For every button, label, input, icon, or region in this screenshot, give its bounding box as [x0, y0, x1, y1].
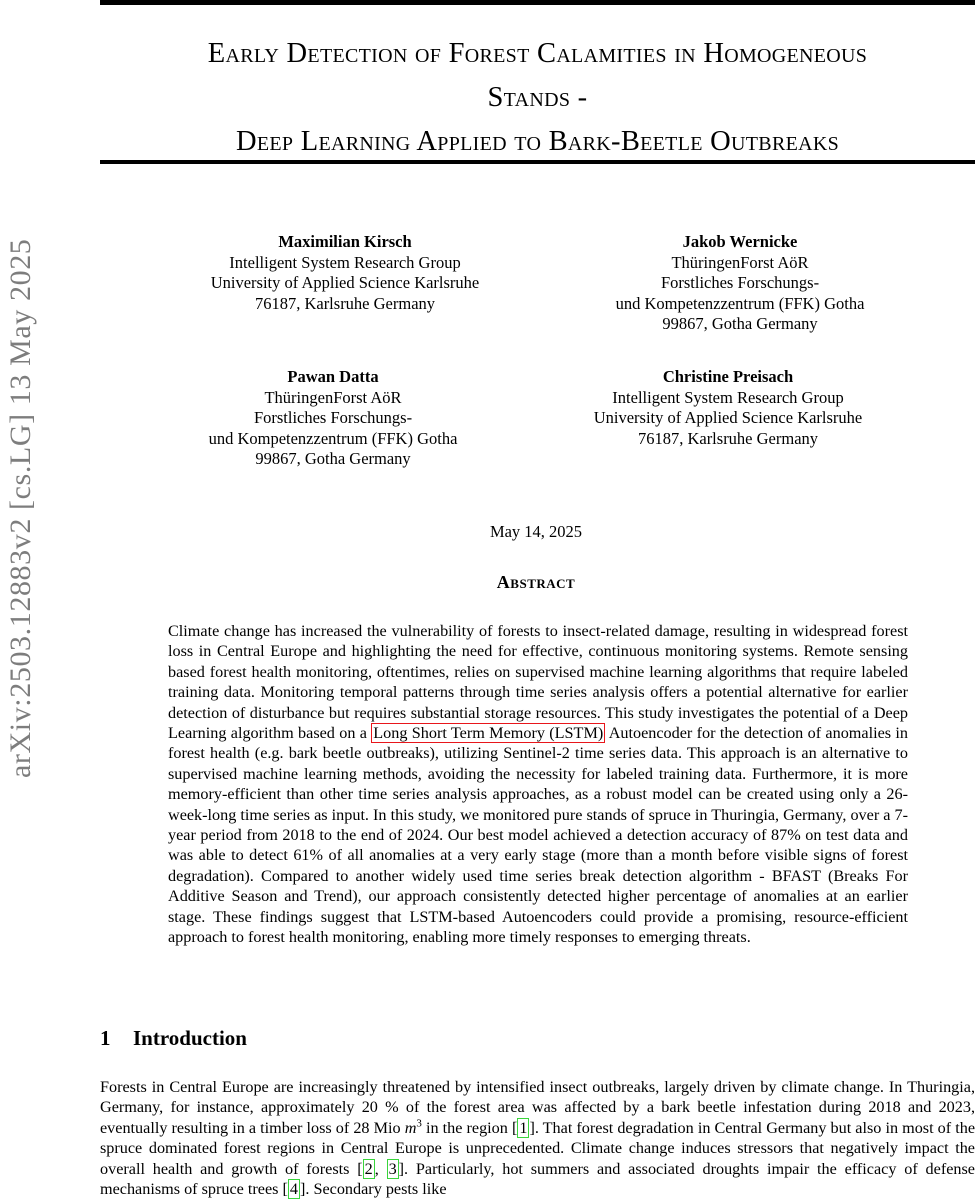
- intro-text: ]. Particularly, hot summers and associated droughts impair the efficacy of defense mechanisms of spruce trees [: [100, 1159, 975, 1199]
- intro-text: ]. That forest degradation in Central Germany but also in most of the spruce dominated forest regions in Central Europe is unprecedented. Climate change induces stressors that negatively impact the overall health and growth of forests [: [100, 1118, 975, 1178]
- author-block-3: [143, 367, 523, 470]
- abstract-text: Climate change has increased the vulnerability of forests to insect-related damage, resulting in widespread forest loss in Central Europe and highlighting the need for effective, continuous monitoring systems. Remote sensing based forest health monitoring, oftentimes, relies on supervised machine learning algorithms that require labeled training data. Monitoring temporal patterns through time series analysis offers a potential alternative for earlier detection of disturbance but requires substantial storage resources. This study investigates the potential of a Deep Learning algorithm based on a: [168, 622, 908, 743]
- citation-link[interactable]: 3: [388, 1159, 397, 1178]
- section-number: 1: [100, 1026, 111, 1050]
- author-name: Christine Preisach: [662, 367, 794, 386]
- author-affiliation-line: Forstliches Forschungs-: [253, 408, 413, 427]
- author-affiliation-line: 76187, Karlsruhe Germany: [637, 428, 819, 448]
- top-rule: [100, 0, 975, 5]
- author-affiliation-line: 76187, Karlsruhe Germany: [254, 293, 436, 313]
- lstm-acronym-link[interactable]: Long Short Term Memory (LSTM): [373, 724, 604, 743]
- author-affiliation-line: und Kompetenzzentrum (FFK) Gotha: [208, 428, 458, 448]
- superscript: 3: [416, 1117, 422, 1130]
- abstract-body: [168, 621, 908, 948]
- publication-date: May 14, 2025: [489, 522, 583, 541]
- author-affiliation-line: University of Applied Science Karlsruhe: [593, 408, 863, 427]
- author-affiliation-line: 99867, Gotha Germany: [662, 314, 818, 333]
- citation-link[interactable]: 1: [519, 1118, 528, 1137]
- intro-text: Forests in Central Europe are increasingly threatened by intensified insect outbreaks, largely driven by climate change. In Thuringia, Germany, for instance, approximately 20 % of the forest area was affected by a bark beetle infestation during 2018 and 2023, eventually resulting in a timber loss of 28 Mio: [100, 1078, 975, 1137]
- author-name: Maximilian Kirsch: [278, 232, 412, 251]
- citation-link[interactable]: 2: [364, 1159, 373, 1178]
- math-symbol: m: [404, 1118, 417, 1137]
- title-line-2: Stands -: [487, 82, 588, 113]
- author-affiliation-line: Intelligent System Research Group: [612, 387, 844, 407]
- author-affiliation-line: Forstliches Forschungs-: [660, 273, 820, 292]
- abstract-text: Autoencoder for the detection of anomalies in forest health (e.g. bark beetle outbreaks), utilizing Sentinel-2 time series data. This approach is an alternative to supervised machine learning methods, avoiding the necessity for labeled training data. Furthermore, it is more memory-efficient than other time series analysis approaches, as a robust model can be created using only a 26-week-long time series as input. In this study, we monitored pure stands of spruce in Thuringia, Germany, over a 7-year period from 2018 to the end of 2024. Our best model achieved a detection accuracy of 87% on test data and was able to detect 61% of all anomalies at a very early stage (more than a month before visible signs of forest degradation). Compared to another widely used time series break detection algorithm - BFAST (Breaks For Additive Season and Trend), our approach consistently detected higher percentage of anomalies at an earlier stage. These findings suggest that LSTM-based Autoencoders could provide a promising, resource-efficient approach to forest health monitoring, enabling more timely responses to emerging threats.: [168, 724, 908, 947]
- paper-title: [100, 32, 975, 164]
- citation-separator: ,: [374, 1159, 387, 1178]
- author-block-1: [155, 232, 535, 314]
- intro-text: in the region [: [425, 1118, 518, 1137]
- author-affiliation-line: ThüringenForst AöR: [264, 387, 402, 407]
- author-block-2: [550, 232, 930, 335]
- title-line-3: Deep Learning Applied to Bark-Beetle Outbreaks: [235, 126, 840, 157]
- title-line-1: Early Detection of Forest Calamities in Homogeneous: [207, 38, 868, 69]
- author-name: Jakob Wernicke: [682, 232, 798, 251]
- introduction-paragraph: [100, 1077, 975, 1199]
- author-affiliation-line: University of Applied Science Karlsruhe: [210, 273, 480, 292]
- author-affiliation-line: ThüringenForst AöR: [671, 252, 809, 272]
- author-affiliation-line: Intelligent System Research Group: [229, 252, 461, 272]
- author-affiliation-line: und Kompetenzzentrum (FFK) Gotha: [615, 293, 865, 313]
- intro-text: ]. Secondary pests like: [299, 1180, 447, 1199]
- citation-link[interactable]: 4: [289, 1180, 298, 1199]
- author-block-4: [538, 367, 918, 449]
- section-heading: [100, 1024, 247, 1052]
- author-name: Pawan Datta: [287, 367, 379, 386]
- title-bottom-rule: [100, 160, 975, 164]
- abstract-heading: Abstract: [496, 572, 576, 592]
- section-title: Introduction: [133, 1026, 247, 1050]
- arxiv-identifier[interactable]: arXiv:2503.12883v2 [cs.LG] 13 May 2025: [4, 238, 37, 778]
- author-affiliation-line: 99867, Gotha Germany: [255, 449, 411, 468]
